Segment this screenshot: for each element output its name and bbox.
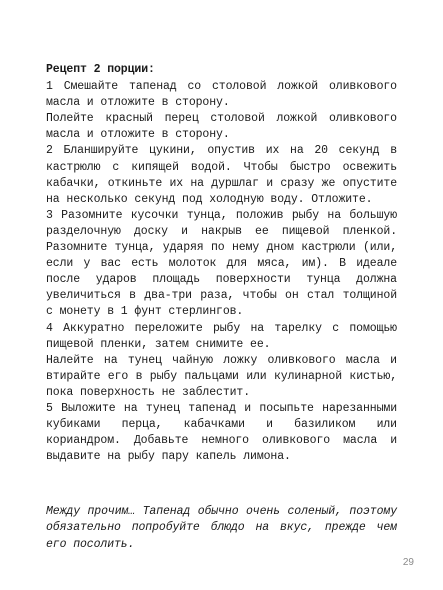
recipe-block <box>46 62 397 465</box>
recipe-title: Рецепт 2 порции: <box>46 63 155 76</box>
step-3-paragraph: 3 Разомните кусочки тунца, положив рыбу на большую разделочную доску и накрыв ее пищевой пленкой. Разомните тунца, ударяя по нему дном кастрюли (или, если у вас есть молоток для мяса, им). В идеале после ударов площадь поверхности тунца должна увеличиться в два-три раза, чтобы он стал толщиной с монету в 1 фунт стерлингов. <box>46 208 397 319</box>
oil-paragraph: Налейте на тунец чайную ложку оливкового масла и втирайте его в рыбу пальцами или кулинарной кистью, пока поверхность не заблестит. <box>46 353 397 399</box>
pepper-paragraph: Полейте красный перец столовой ложкой оливкового масла и отложите в сторону. <box>46 112 397 142</box>
step-4-paragraph: 4 Аккуратно переложите рыбу на тарелку с помощью пищевой пленки, затем снимите ее. <box>46 321 397 351</box>
step-5-paragraph: 5 Выложите на тунец тапенад и посыпьте нарезанными кубиками перца, кабачками и базиликом или кориандром. Добавьте немного оливкового масла и выдавите на рыбу пару капель лимона. <box>46 401 397 464</box>
page-number: 29 <box>402 557 414 568</box>
step-1-paragraph: 1 Смешайте тапенад со столовой ложкой оливкового масла и отложите в сторону. <box>46 80 397 110</box>
tip-note: Между прочим… Тапенад обычно очень соленый, поэтому обязательно попробуйте блюдо на вкус, прежде чем его посолить. <box>46 504 397 551</box>
step-2-paragraph: 2 Бланшируйте цукини, опустив их на 20 секунд в кастрюлю с кипящей водой. Чтобы быстро освежить кабачки, откиньте их на дуршлаг и сразу же опустите на несколько секунд под холодную воду. Отложите. <box>46 144 397 206</box>
